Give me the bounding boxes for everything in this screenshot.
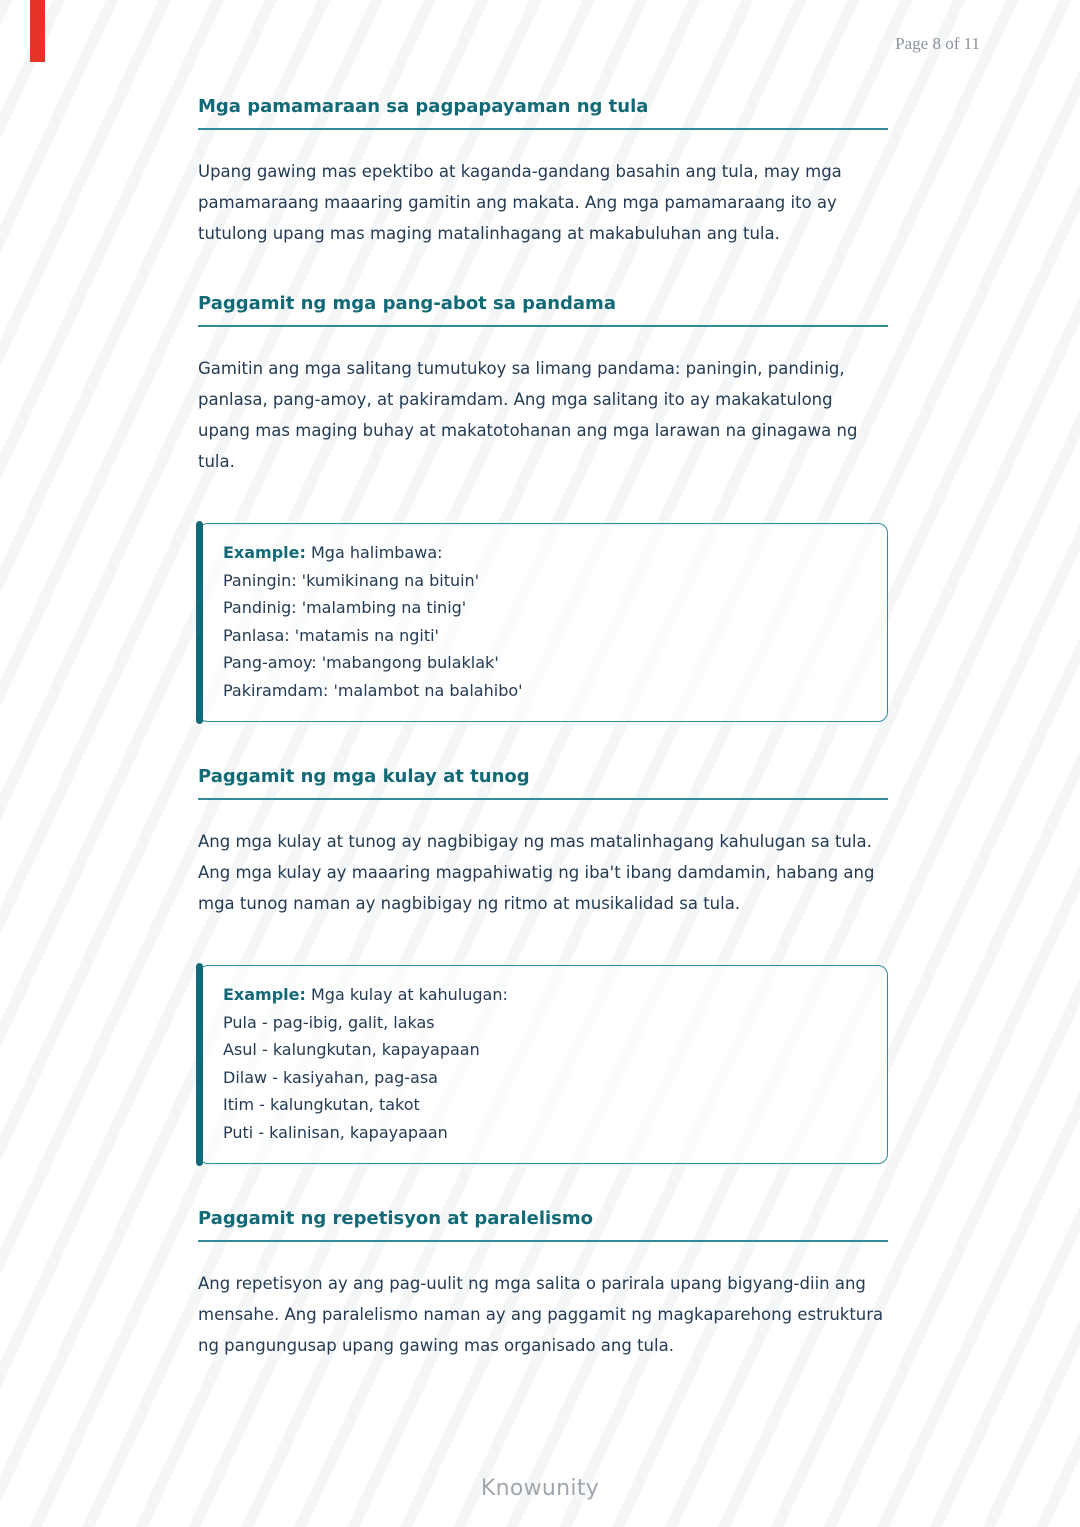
example-intro: Mga halimbawa: [311, 543, 443, 562]
example-line: Pandinig: 'malambing na tinig' [223, 598, 467, 617]
example-line: Pang-amoy: 'mabangong bulaklak' [223, 653, 499, 672]
section-pandama [198, 293, 888, 722]
example-line: Panlasa: 'matamis na ngiti' [223, 625, 439, 645]
example-line: Itim - kalungkutan, takot [223, 1095, 420, 1114]
footer-brand: Knowunity [480, 1476, 600, 1501]
example-intro-line [223, 981, 863, 1009]
section-paragraph: Ang mga kulay at tunog ay nagbibigay ng mas matalinhagang kahulugan sa tula. Ang mga kulay ay maaaring magpahiwatig ng iba't ibang damdamin, habang ang mga tunog naman ay nagbibigay ng ritmo at musikalidad sa tula. [198, 832, 875, 913]
section-heading: Mga pamamaraan sa pagpapayaman ng tula [198, 96, 888, 130]
example-label: Example: [223, 985, 306, 1004]
example-accent-bar [196, 963, 203, 1166]
section-repetisyon [198, 1208, 888, 1361]
example-intro-line [223, 539, 863, 567]
example-line: Paningin: 'kumikinang na bituin' [223, 570, 480, 590]
section-paragraph: Gamitin ang mga salitang tumutukoy sa limang pandama: paningin, pandinig, panlasa, pang-amoy, at pakiramdam. Ang mga salitang ito ay makakatulong upang mas maging buhay at makatotohanan ang mga larawan na ginagawa ng tula. [198, 359, 858, 471]
example-box [198, 965, 888, 1164]
example-intro: Mga kulay at kahulugan: [311, 985, 508, 1004]
page-number: Page 8 of 11 [895, 34, 980, 53]
example-line: Pakiramdam: 'malambot na balahibo' [223, 680, 523, 700]
example-label: Example: [223, 543, 306, 562]
example-line: Puti - kalinisan, kapayapaan [223, 1122, 448, 1142]
red-accent-bar [30, 0, 45, 62]
example-line: Asul - kalungkutan, kapayapaan [223, 1040, 480, 1059]
example-accent-bar [196, 521, 203, 724]
section-paragraph: Upang gawing mas epektibo at kaganda-gandang basahin ang tula, may mga pamamaraang maaaring gamitin ang makata. Ang mga pamamaraang ito ay tutulong upang mas maging matalinhagang at makabuluhan ang tula. [198, 162, 842, 243]
example-line: Pula - pag-ibig, galit, lakas [223, 1012, 435, 1032]
section-heading: Paggamit ng mga kulay at tunog [198, 766, 888, 800]
page-content [198, 96, 888, 1361]
example-line: Dilaw - kasiyahan, pag-asa [223, 1067, 438, 1087]
section-kulay-tunog [198, 766, 888, 1164]
example-box [198, 523, 888, 722]
section-heading: Paggamit ng mga pang-abot sa pandama [198, 293, 888, 327]
section-paragraph: Ang repetisyon ay ang pag-uulit ng mga salita o parirala upang bigyang-diin ang mensahe. Ang paralelismo naman ay ang paggamit ng magkaparehong estruktura ng pangungusap upang gawing mas organisado ang tula. [198, 1274, 884, 1355]
section-pamamaraan [198, 96, 888, 249]
section-heading: Paggamit ng repetisyon at paralelismo [198, 1208, 888, 1242]
